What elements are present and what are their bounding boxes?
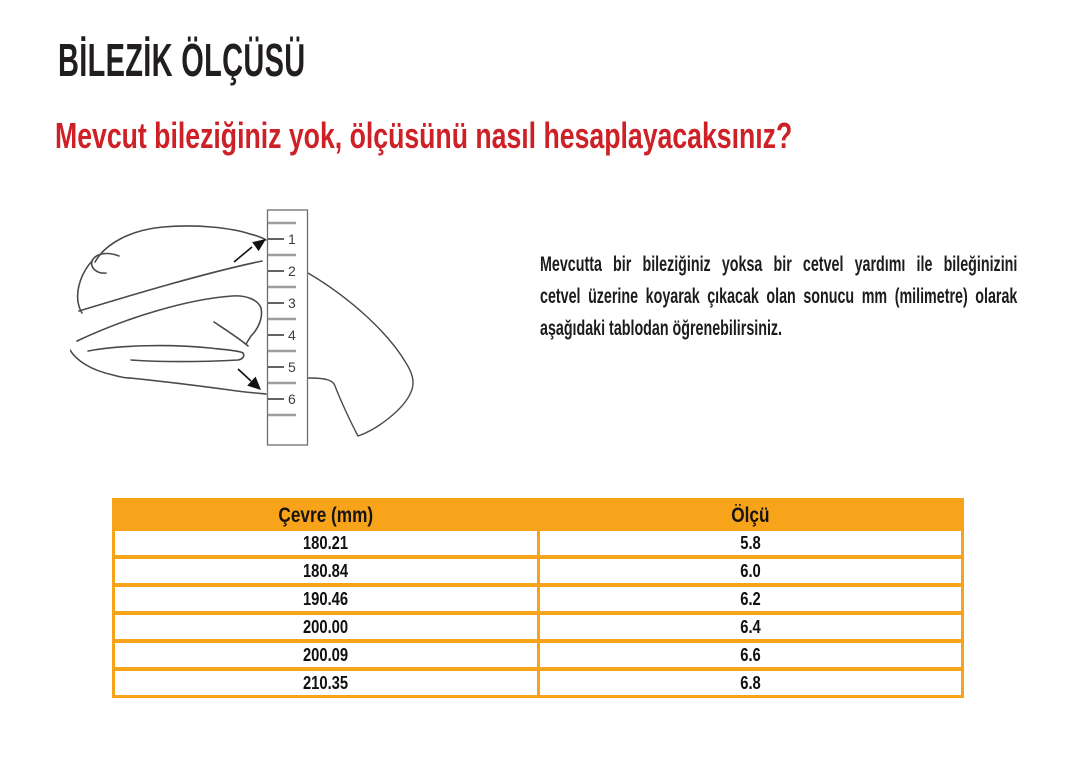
size-cell	[540, 615, 962, 639]
circumference-value: 200.09	[303, 644, 349, 665]
table-row	[115, 531, 961, 555]
description-paragraph	[540, 249, 1017, 345]
circumference-cell	[115, 559, 540, 583]
page-subtitle: Mevcut bileziğiniz yok, ölçüsünü nasıl hesaplayacaksınız?	[55, 115, 793, 156]
header-cell-size	[540, 501, 962, 531]
circumference-value: 180.84	[303, 560, 349, 581]
circumference-cell	[115, 531, 540, 555]
table-row	[115, 667, 961, 695]
hand-ruler-illustration	[70, 196, 438, 464]
circumference-value: 200.00	[303, 616, 349, 637]
size-table-header	[115, 501, 961, 531]
ruler-number: 4	[288, 327, 296, 343]
circumference-value: 190.46	[303, 588, 349, 609]
ruler-number: 6	[288, 391, 296, 407]
size-cell	[540, 531, 962, 555]
circumference-value: 180.21	[303, 532, 349, 553]
description-line: aşağıdaki tablodan öğrenebilirsiniz.	[540, 317, 783, 340]
ruler-number: 5	[288, 359, 296, 375]
size-value: 5.8	[739, 532, 761, 553]
size-value: 6.2	[739, 588, 761, 609]
page-title: BİLEZİK ÖLÇÜSÜ	[58, 34, 306, 86]
wrist-outline	[308, 273, 413, 436]
circumference-cell	[115, 587, 540, 611]
table-row	[115, 583, 961, 611]
size-value: 6.6	[739, 644, 761, 665]
header-label-size: Ölçü	[731, 504, 770, 527]
ruler-number: 2	[288, 263, 296, 279]
hand-outline	[70, 226, 266, 394]
circumference-cell	[115, 615, 540, 639]
header-label-circumference: Çevre (mm)	[278, 504, 374, 527]
size-table	[112, 498, 964, 698]
measure-arrow-bottom-icon	[238, 369, 261, 390]
size-cell	[540, 643, 962, 667]
table-row	[115, 611, 961, 639]
table-row	[115, 639, 961, 667]
size-cell	[540, 559, 962, 583]
circumference-value: 210.35	[303, 672, 349, 693]
circumference-cell	[115, 671, 540, 695]
ruler-number: 3	[288, 295, 296, 311]
measure-arrow-top-icon	[234, 239, 266, 262]
size-cell	[540, 671, 962, 695]
ruler-number: 1	[288, 231, 296, 247]
size-value: 6.8	[739, 672, 761, 693]
description-line: cetvel üzerine koyarak çıkacak olan sonucu mm (milimetre) olarak	[540, 285, 1018, 308]
description-line: Mevcutta bir bileziğiniz yoksa bir cetvel yardımı ile bileğinizini	[540, 253, 1018, 276]
circumference-cell	[115, 643, 540, 667]
header-cell-circumference	[115, 501, 540, 531]
size-value: 6.4	[739, 616, 761, 637]
size-value: 6.0	[739, 560, 761, 581]
table-row	[115, 555, 961, 583]
size-cell	[540, 587, 962, 611]
